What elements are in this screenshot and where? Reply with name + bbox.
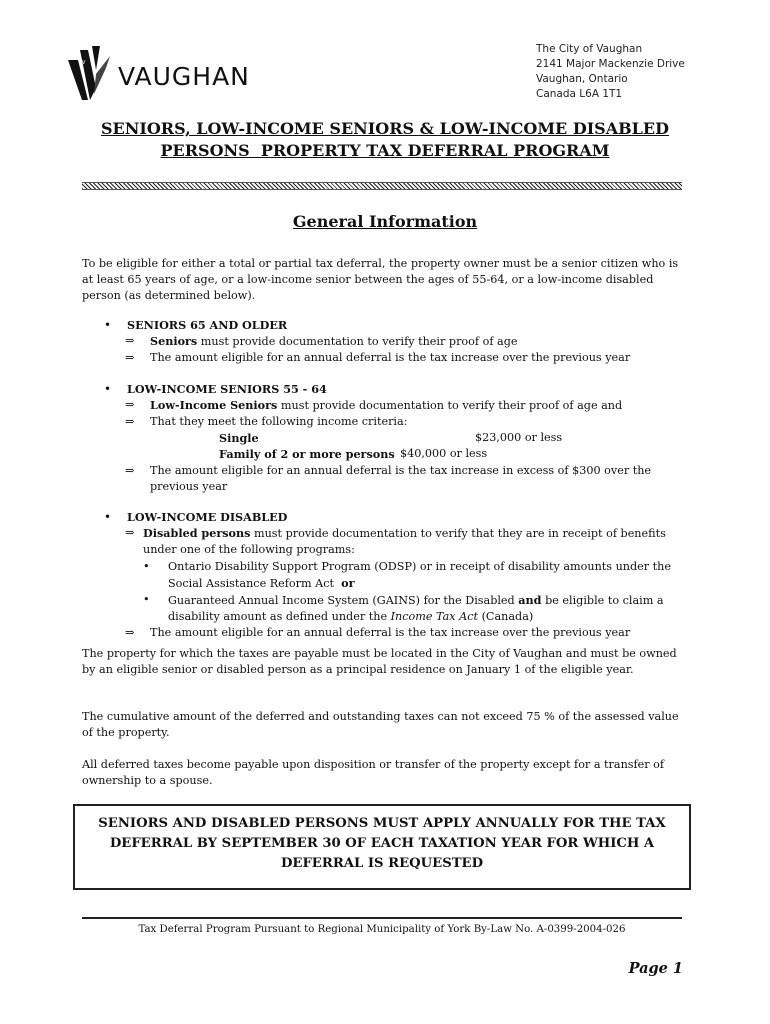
- criteria-value: $23,000 or less: [475, 431, 563, 445]
- list-item: [125, 414, 684, 430]
- page-number: Page 1: [628, 960, 683, 977]
- criteria-label: Family of 2 or more persons: [219, 447, 395, 462]
- group-low-income-seniors: [82, 381, 684, 495]
- arrow-right-icon: ⇒: [125, 334, 135, 348]
- bold-term: or: [341, 575, 355, 590]
- arrow-right-icon: ⇒: [125, 351, 135, 365]
- arrow-right-icon: ⇒: [125, 526, 135, 540]
- bullet-icon: •: [143, 593, 150, 607]
- list-item: [125, 525, 684, 625]
- address-line: Vaughan, Ontario: [536, 73, 628, 85]
- section-title: General Information: [292, 212, 478, 231]
- arrow-right-icon: ⇒: [125, 626, 135, 640]
- item-text: Ontario Disability Support Program (ODSP) or in receipt of disability amounts under the Social Assistance Reform Act: [168, 559, 672, 590]
- arrow-right-icon: ⇒: [125, 415, 135, 429]
- paragraph: The cumulative amount of the deferred and outstanding taxes can not exceed 75 % of the assessed value of the property.: [82, 710, 679, 740]
- item-text: That they meet the following income criteria:: [150, 415, 408, 429]
- group-heading: SENIORS 65 AND OLDER: [127, 318, 288, 332]
- notice-line: DEFERRAL IS REQUESTED: [280, 856, 484, 871]
- criteria-value: $40,000 or less: [400, 447, 488, 461]
- notice-text: [79, 814, 685, 874]
- paragraph: The property for which the taxes are payable must be located in the City of Vaughan and must be owned by an eligible senior or disabled person as a principal residence on January 1 of the eligible year.: [82, 647, 677, 677]
- title-line: SENIORS, LOW-INCOME SENIORS & LOW-INCOME DISABLED: [101, 119, 669, 138]
- item-text: must provide documentation to verify that they are in receipt of benefits under one of the following programs:: [143, 527, 666, 557]
- item-text: The amount eligible for an annual deferral is the tax increase over the previous year: [150, 626, 631, 640]
- notice-line: SENIORS AND DISABLED PERSONS MUST APPLY ANNUALLY FOR THE TAX: [98, 816, 666, 831]
- logo-wordmark: VAUGHAN: [118, 62, 250, 91]
- item-text: The amount eligible for an annual deferral is the tax increase over the previous year: [150, 351, 631, 365]
- arrow-right-icon: ⇒: [125, 463, 135, 477]
- address-line: The City of Vaughan: [536, 43, 643, 55]
- vaughan-crest-icon: [66, 44, 118, 102]
- item-text: must provide documentation to verify their proof of age: [197, 335, 518, 349]
- bullet-icon: •: [104, 510, 112, 524]
- list-item: [125, 463, 684, 495]
- criteria-label: Single: [219, 431, 259, 446]
- intro-paragraph: To be eligible for either a total or partial tax deferral, the property owner must be a senior citizen who is at least 65 years of age, or a low-income senior between the ages of 55-64, or a low-income disabled person (as determined below).: [82, 257, 679, 303]
- city-address: [536, 42, 736, 102]
- bullet-icon: •: [104, 318, 112, 332]
- group-low-income-disabled: [82, 509, 684, 642]
- address-line: Canada L6A 1T1: [536, 88, 623, 100]
- income-criteria-row: [127, 446, 684, 462]
- bullet-icon: •: [143, 559, 150, 573]
- group-heading: LOW-INCOME SENIORS 55 - 64: [127, 381, 327, 396]
- bold-term: Disabled persons: [143, 526, 251, 541]
- vaughan-logo: [66, 44, 266, 102]
- footer-divider: [82, 917, 682, 919]
- income-criteria-row: [127, 430, 684, 446]
- arrow-right-icon: ⇒: [125, 397, 135, 411]
- item-text: (Canada): [478, 610, 534, 624]
- list-item: [125, 350, 684, 366]
- item-text: be eligible to claim a disability amount as defined under the: [168, 594, 664, 624]
- group-seniors-65: [82, 317, 684, 367]
- application-deadline-notice: [73, 804, 691, 890]
- notice-line: DEFERRAL BY SEPTEMBER 30 OF EACH TAXATION YEAR FOR WHICH A: [109, 836, 655, 851]
- italic-term: Income Tax Act: [390, 610, 479, 624]
- paragraph: All deferred taxes become payable upon disposition or transfer of the property except for a transfer of ownership to a spouse.: [82, 758, 665, 788]
- bold-term: Low-Income Seniors: [150, 397, 278, 412]
- footer-note: Tax Deferral Program Pursuant to Regional Municipality of York By-Law No. A-0399-2004-026: [138, 924, 626, 935]
- item-text: must provide documentation to verify their proof of age and: [277, 398, 623, 412]
- title-line: PERSONS PROPERTY TAX DEFERRAL PROGRAM: [160, 141, 610, 160]
- list-item: [125, 333, 684, 350]
- bullet-icon: •: [104, 381, 112, 396]
- program-item: [143, 592, 684, 625]
- svg-text:V: V: [82, 60, 86, 66]
- program-item: [143, 559, 684, 592]
- hatched-divider: [82, 182, 682, 190]
- list-item: [125, 625, 684, 641]
- group-heading: LOW-INCOME DISABLED: [127, 510, 288, 524]
- item-text: Guaranteed Annual Income System (GAINS) for the Disabled: [168, 594, 515, 608]
- list-item: [125, 397, 684, 414]
- address-line: 2141 Major Mackenzie Drive: [536, 58, 685, 70]
- bold-term: Seniors: [150, 334, 198, 349]
- bold-term: and: [518, 593, 542, 608]
- eligibility-list: [82, 317, 684, 656]
- document-title: [60, 118, 710, 162]
- item-text: The amount eligible for an annual deferral is the tax increase in excess of $300 over the previous year: [150, 463, 652, 493]
